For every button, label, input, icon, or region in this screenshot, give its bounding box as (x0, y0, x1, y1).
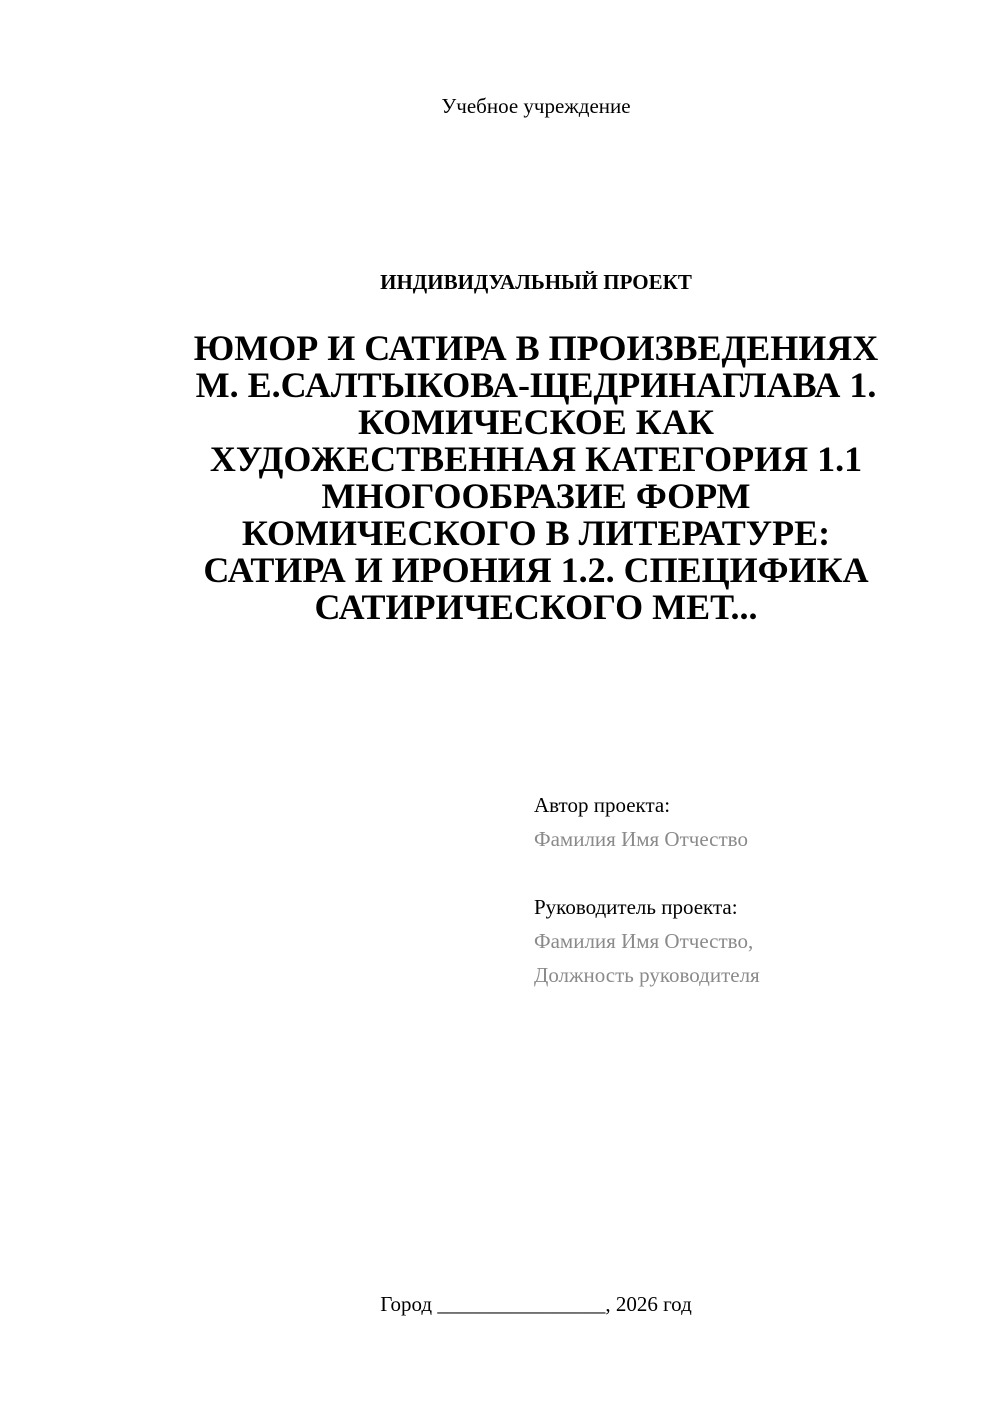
city-year-line: Город ________________, 2026 год (380, 1292, 692, 1316)
title-line: САТИРИЧЕСКОГО МЕТ... (314, 587, 758, 627)
credits-block (534, 788, 974, 992)
title-line: САТИРА И ИРОНИЯ 1.2. СПЕЦИФИКА (203, 550, 869, 590)
supervisor-label: Руководитель проекта: (534, 895, 738, 919)
title-line: М. Е.САЛТЫКОВА-ЩЕДРИНАГЛАВА 1. (195, 365, 877, 405)
title-line: МНОГООБРАЗИЕ ФОРМ (321, 476, 751, 516)
project-title (150, 330, 922, 626)
supervisor-name: Фамилия Имя Отчество, (534, 929, 754, 953)
title-line: КОМИЧЕСКОГО В ЛИТЕРАТУРЕ: (241, 513, 831, 553)
author-name: Фамилия Имя Отчество (534, 827, 748, 851)
project-type-heading: ИНДИВИДУАЛЬНЫЙ ПРОЕКТ (380, 270, 692, 294)
title-line: ЮМОР И САТИРА В ПРОИЗВЕДЕНИЯХ (193, 328, 879, 368)
supervisor-position: Должность руководителя (534, 963, 760, 987)
title-line: КОМИЧЕСКОЕ КАК (357, 402, 715, 442)
author-label: Автор проекта: (534, 793, 671, 817)
title-line: ХУДОЖЕСТВЕННАЯ КАТЕГОРИЯ 1.1 (209, 439, 863, 479)
spacer (534, 856, 974, 890)
institution-name: Учебное учреждение (441, 94, 631, 118)
